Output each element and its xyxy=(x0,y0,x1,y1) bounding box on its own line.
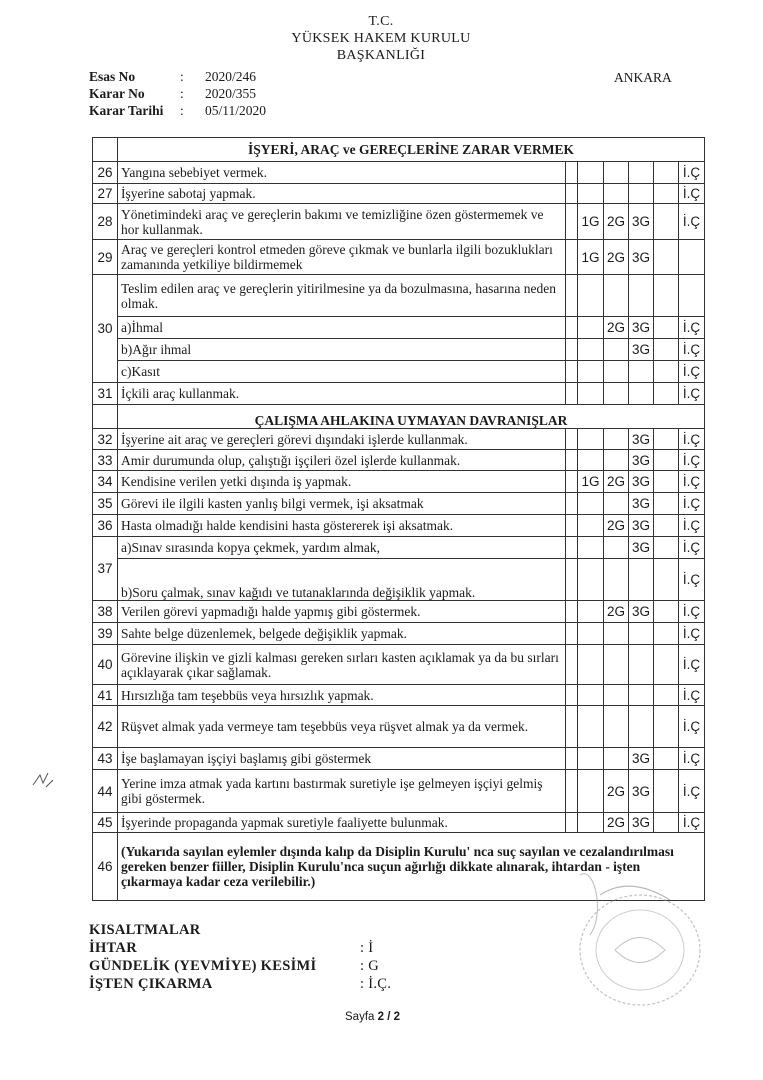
penalty-3g: 3G xyxy=(629,537,654,559)
meta-colon: : xyxy=(180,86,184,101)
official-stamp xyxy=(560,855,710,1025)
row-subitem: b)Soru çalmak, sınav kağıdı ve tutanaklarında değişiklik yapmak. xyxy=(118,559,566,601)
table-row xyxy=(93,383,705,405)
abbr-value: : İ xyxy=(360,940,374,956)
penalty-3g: 3G xyxy=(629,748,654,770)
penalty-ic: İ.Ç xyxy=(679,339,705,361)
penalty-2g: 2G xyxy=(604,240,629,275)
meta-value-esas: 2020/246 xyxy=(205,69,257,84)
row-number: 39 xyxy=(93,623,118,645)
penalty-2g: 2G xyxy=(604,204,629,240)
penalty-3g: 3G xyxy=(629,317,654,339)
row-number: 38 xyxy=(93,601,118,623)
penalty-ic: İ.Ç xyxy=(679,361,705,383)
table-row xyxy=(93,339,705,361)
meta-colon: : xyxy=(180,103,184,118)
row-text: Görevi ile ilgili kasten yanlış bilgi vermek, işi aksatmak xyxy=(118,493,566,515)
penalty-1g: 1G xyxy=(578,204,604,240)
row-text: İşyerine ait araç ve gereçleri görevi dışındaki işlerde kullanmak. xyxy=(118,429,566,450)
section-row xyxy=(93,405,705,429)
table-row xyxy=(93,240,705,275)
penalty-3g: 3G xyxy=(629,339,654,361)
table-row xyxy=(93,493,705,515)
section-title-1: İŞYERİ, ARAÇ ve GEREÇLERİNE ZARAR VERMEK xyxy=(118,138,705,162)
table-row xyxy=(93,184,705,204)
table-row xyxy=(93,623,705,645)
table-row xyxy=(93,317,705,339)
penalty-ic: İ.Ç xyxy=(679,383,705,405)
row-text: İşe başlamayan işçiyi başlamış gibi göstermek xyxy=(118,748,566,770)
row-text: Verilen görevi yapmadığı halde yapmış gibi göstermek. xyxy=(118,601,566,623)
row-number: 27 xyxy=(93,184,118,204)
penalty-ic: İ.Ç xyxy=(679,450,705,471)
row-text: Yönetimindeki araç ve gereçlerin bakımı ve temizliğine özen göstermemek ve hor kullanmak. xyxy=(118,204,566,240)
row-text: Rüşvet almak yada vermeye tam teşebbüs veya rüşvet almak ya da vermek. xyxy=(118,706,566,748)
row-number: 46 xyxy=(93,833,118,901)
table-row xyxy=(93,429,705,450)
penalty-ic: İ.Ç xyxy=(679,162,705,184)
table-row xyxy=(93,162,705,184)
row-subitem: b)Ağır ihmal xyxy=(118,339,566,361)
penalty-ic: İ.Ç xyxy=(679,623,705,645)
table-row xyxy=(93,537,705,559)
row-text: İşyerine sabotaj yapmak. xyxy=(118,184,566,204)
meta-value-karar: 2020/355 xyxy=(205,86,257,101)
penalty-3g: 3G xyxy=(629,770,654,813)
table-row xyxy=(93,813,705,833)
table-row xyxy=(93,559,705,601)
row-text: Kendisine verilen yetki dışında iş yapmak. xyxy=(118,471,566,493)
abbr-title: KISALTMALAR xyxy=(89,922,201,938)
penalty-3g: 3G xyxy=(629,515,654,537)
table-row xyxy=(93,748,705,770)
abbr-label: GÜNDELİK (YEVMİYE) KESİMİ xyxy=(89,958,317,974)
row-subitem: c)Kasıt xyxy=(118,361,566,383)
penalty-2g: 2G xyxy=(604,317,629,339)
row-number: 42 xyxy=(93,706,118,748)
table-row xyxy=(93,471,705,493)
meta-label-esas: Esas No xyxy=(89,69,136,84)
penalty-1g: 1G xyxy=(578,240,604,275)
row-subitem: a)Sınav sırasında kopya çekmek, yardım almak, xyxy=(118,537,566,559)
penalty-ic: İ.Ç xyxy=(679,645,705,685)
header-line3: BAŞKANLIĞI xyxy=(336,48,426,63)
header-line1: T.C. xyxy=(368,14,394,29)
penalty-ic: İ.Ç xyxy=(679,748,705,770)
penalty-3g: 3G xyxy=(629,450,654,471)
penalty-ic: İ.Ç xyxy=(679,559,705,601)
row-number: 31 xyxy=(93,383,118,405)
penalty-2g: 2G xyxy=(604,770,629,813)
penalty-3g: 3G xyxy=(629,813,654,833)
meta-label-tarih: Karar Tarihi xyxy=(89,103,164,118)
row-number: 28 xyxy=(93,204,118,240)
row-text: İçkili araç kullanmak. xyxy=(118,383,566,405)
penalty-ic: İ.Ç xyxy=(679,471,705,493)
table-row xyxy=(93,361,705,383)
row-text: Araç ve gereçleri kontrol etmeden göreve çıkmak ve bunlarla ilgili bozuklukları zamanında yetkiliye bildirmemek xyxy=(118,240,566,275)
penalty-3g: 3G xyxy=(629,204,654,240)
row-text: Yangına sebebiyet vermek. xyxy=(118,162,566,184)
row-subitem: a)İhmal xyxy=(118,317,566,339)
row-number: 30 xyxy=(93,275,118,383)
penalty-ic: İ.Ç xyxy=(679,685,705,706)
row-number: 34 xyxy=(93,471,118,493)
penalty-ic: İ.Ç xyxy=(679,770,705,813)
table-row xyxy=(93,601,705,623)
row-number: 41 xyxy=(93,685,118,706)
row-text: Teslim edilen araç ve gereçlerin yitirilmesine ya da bozulmasına, hasarına neden olmak. xyxy=(118,275,566,317)
penalty-ic: İ.Ç xyxy=(679,515,705,537)
penalty-2g: 2G xyxy=(604,515,629,537)
row-text: Görevine ilişkin ve gizli kalması gereken sırları kasten açıklamak ya da bu sırları açıklayarak çıkar sağlamak. xyxy=(118,645,566,685)
penalty-ic: İ.Ç xyxy=(679,429,705,450)
penalty-ic: İ.Ç xyxy=(679,813,705,833)
row-number: 44 xyxy=(93,770,118,813)
table-row xyxy=(93,204,705,240)
section-row xyxy=(93,138,705,162)
closing-note: (Yukarıda sayılan eylemler dışında kalıp da Disiplin Kurulu' nca suç sayılan ve cezalandırılması gereken benzer fiiller, Disiplin Kurulu'nca suçun ağırlığı dikkate alınarak, ihtardan - işten çıkarmaya kadar ceza verilebilir.) xyxy=(118,833,705,901)
penalty-3g: 3G xyxy=(629,429,654,450)
penalty-1g: 1G xyxy=(578,471,604,493)
row-number: 26 xyxy=(93,162,118,184)
row-number: 43 xyxy=(93,748,118,770)
table-row xyxy=(93,275,705,317)
row-number: 36 xyxy=(93,515,118,537)
row-number: 37 xyxy=(93,537,118,601)
penalty-2g: 2G xyxy=(604,601,629,623)
row-number: 32 xyxy=(93,429,118,450)
section-title-2: ÇALIŞMA AHLAKINA UYMAYAN DAVRANIŞLAR xyxy=(118,405,705,429)
row-text: Hasta olmadığı halde kendisini hasta göstererek işi aksatmak. xyxy=(118,515,566,537)
table-row xyxy=(93,515,705,537)
meta-value-tarih: 05/11/2020 xyxy=(205,103,267,118)
table-row xyxy=(93,706,705,748)
penalty-ic: İ.Ç xyxy=(679,184,705,204)
penalty-ic: İ.Ç xyxy=(679,204,705,240)
abbr-value: : İ.Ç. xyxy=(360,976,392,992)
penalty-table xyxy=(92,137,705,901)
row-text: İşyerinde propaganda yapmak suretiyle faaliyette bulunmak. xyxy=(118,813,566,833)
penalty-ic: İ.Ç xyxy=(679,317,705,339)
penalty-3g: 3G xyxy=(629,601,654,623)
table-row xyxy=(93,770,705,813)
penalty-2g: 2G xyxy=(604,471,629,493)
row-text: Sahte belge düzenlemek, belgede değişiklik yapmak. xyxy=(118,623,566,645)
row-text: Yerine imza atmak yada kartını bastırmak suretiyle işe gelmeyen işçiyi gelmiş gibi göstermek. xyxy=(118,770,566,813)
penalty-ic: İ.Ç xyxy=(679,493,705,515)
row-number: 33 xyxy=(93,450,118,471)
penalty-ic: İ.Ç xyxy=(679,706,705,748)
abbr-value: : G xyxy=(360,958,380,974)
penalty-3g: 3G xyxy=(629,471,654,493)
row-number: 35 xyxy=(93,493,118,515)
meta-colon: : xyxy=(180,69,184,84)
row-number: 40 xyxy=(93,645,118,685)
row-number: 29 xyxy=(93,240,118,275)
penalty-3g: 3G xyxy=(629,240,654,275)
page-number: Sayfa 2 / 2 xyxy=(345,1011,401,1023)
table-row xyxy=(93,685,705,706)
margin-mark xyxy=(28,765,58,795)
header-city: ANKARA xyxy=(614,70,672,85)
penalty-ic: İ.Ç xyxy=(679,537,705,559)
row-text: Hırsızlığa tam teşebbüs veya hırsızlık yapmak. xyxy=(118,685,566,706)
penalty-ic: İ.Ç xyxy=(679,601,705,623)
abbr-label: İŞTEN ÇIKARMA xyxy=(89,976,213,992)
row-number: 45 xyxy=(93,813,118,833)
meta-label-karar: Karar No xyxy=(89,86,145,101)
row-text: Amir durumunda olup, çalıştığı işçileri özel işlerde kullanmak. xyxy=(118,450,566,471)
penalty-3g: 3G xyxy=(629,493,654,515)
abbr-label: İHTAR xyxy=(89,940,137,956)
table-row xyxy=(93,645,705,685)
penalty-2g: 2G xyxy=(604,813,629,833)
header-line2: YÜKSEK HAKEM KURULU xyxy=(291,31,471,46)
table-row xyxy=(93,450,705,471)
